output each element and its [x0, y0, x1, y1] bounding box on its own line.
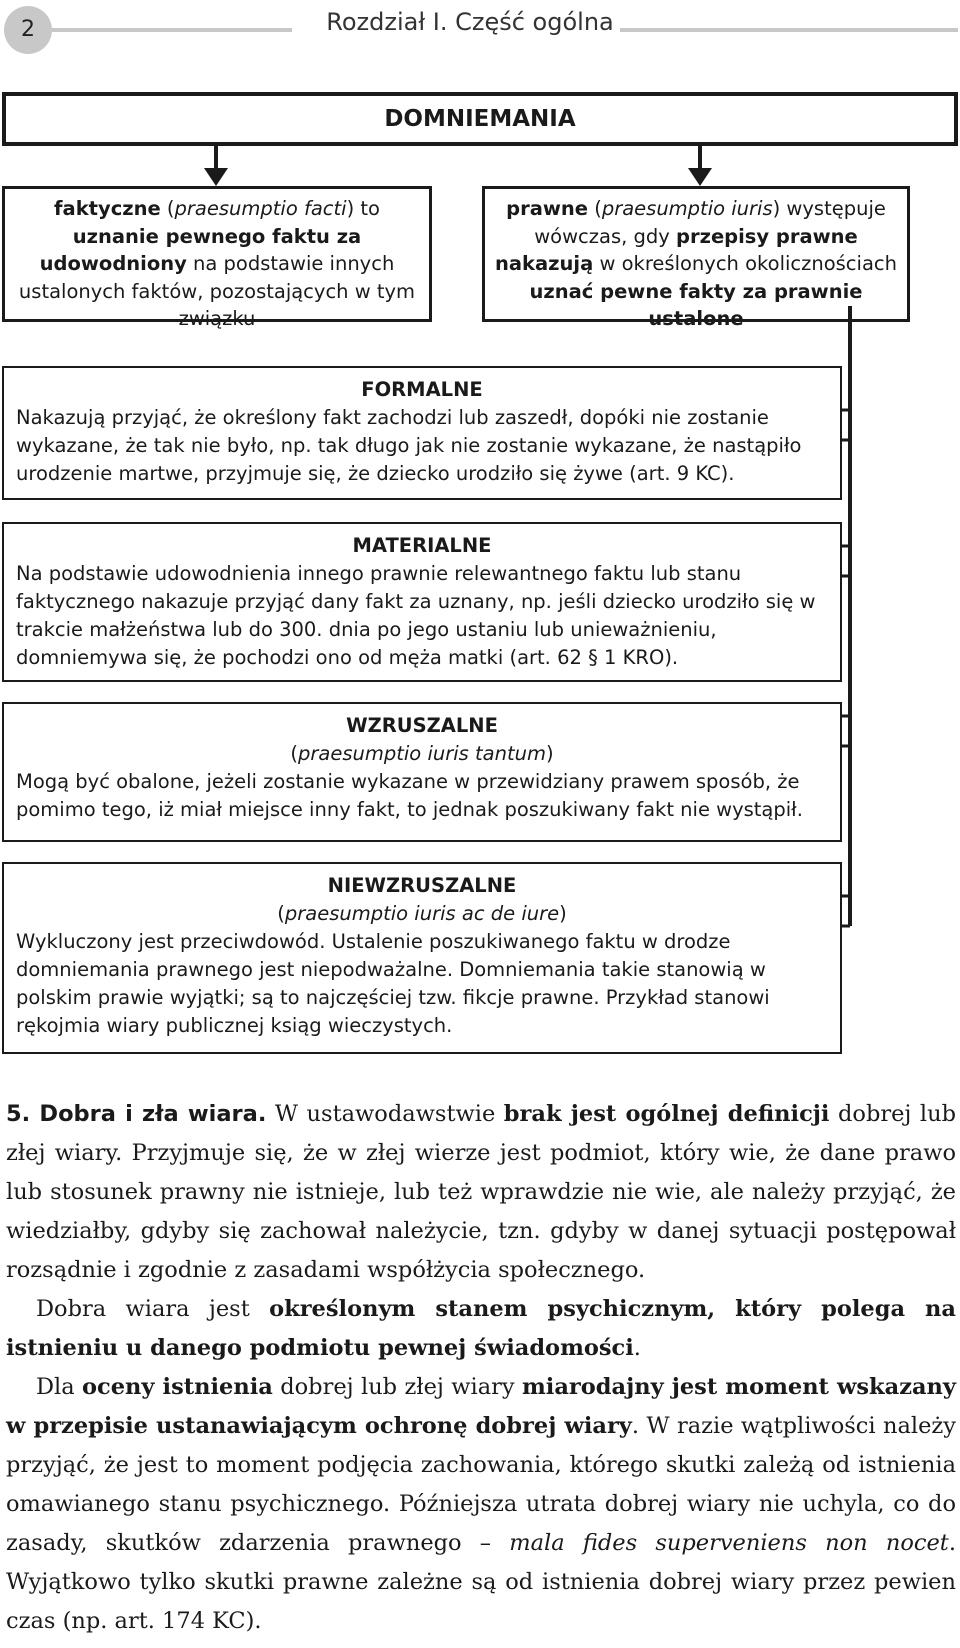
faktyczne-box: faktyczne (praesumptio facti) to uznanie pewnego faktu za udowodniony na podstawie innych ustalonych faktów, pozostających w tym związku	[2, 186, 432, 322]
prawne-latin: praesumptio iuris	[601, 197, 773, 220]
prawne-text-1: ) występuje wówczas, gdy	[534, 197, 886, 248]
prawne-box: prawne (praesumptio iuris) występuje wówczas, gdy przepisy prawne nakazują w określonych okolicznościach uznać pewne fakty za prawnie ustalone	[482, 186, 910, 322]
page-number: 2	[4, 6, 52, 54]
formalne-box	[2, 366, 842, 500]
wzruszalne-box	[2, 702, 842, 842]
p3-latin-maxim: mala fides superveniens non nocet	[509, 1530, 949, 1556]
faktyczne-text-1: ) to	[346, 197, 380, 220]
header-rule-left	[52, 28, 292, 32]
p1-text-c: dobrej lub złej wiary. Przyjmuje się, że w złej wierze jest podmiot, który wie, że dane prawo lub stosunek prawny nie istnieje, lub też wprawdzie nie wie, ale należy przyjąć, że wiedziałby, gdyby się zachował należycie, tzn. gdyby w danej sytuacji postępował rozsądnie i zgodnie z zasadami współżycia społecznego.	[6, 1101, 957, 1283]
niewzruszalne-latin: praesumptio iuris ac de iure	[284, 902, 560, 925]
materialne-box	[2, 522, 842, 682]
niewzruszalne-latin-line: (praesumptio iuris ac de iure)	[277, 902, 567, 925]
connector-left-arrowhead	[204, 168, 228, 186]
section-5-body	[6, 1095, 956, 1641]
section-5-paragraph-2	[6, 1290, 956, 1368]
prawne-term: prawne	[506, 197, 588, 220]
p3-text-a: Dla	[36, 1374, 83, 1400]
p3-text-g: . Wyjątkowo tylko skutki prawne zależne są od istnienia dobrej wiary przez pewien czas (np. art. 174 KC).	[6, 1530, 957, 1634]
header-rule-right	[620, 28, 958, 32]
wzruszalne-latin-line: (praesumptio iuris tantum)	[290, 742, 554, 765]
p2-text-a: Dobra wiara jest	[36, 1296, 270, 1322]
wzruszalne-text: Mogą być obalone, jeżeli zostanie wykazane w przewidziany prawem sposób, że pomimo tego, iż miał miejsce inny fakt, to jednak poszukiwany fakt nie wystąpił.	[16, 770, 803, 821]
p3-bold-1: oceny istnienia	[82, 1374, 273, 1400]
wzruszalne-latin: praesumptio iuris tantum	[298, 742, 546, 765]
faktyczne-bold-1: uznanie pewnego faktu za udowodniony	[39, 224, 362, 275]
faktyczne-latin: praesumptio facti	[174, 197, 347, 220]
prawne-bold-2: uznać pewne fakty za prawnie ustalone	[529, 279, 863, 330]
section-5-heading: 5. Dobra i zła wiara.	[6, 1101, 267, 1127]
faktyczne-term: faktyczne	[54, 197, 161, 220]
formalne-title: FORMALNE	[361, 378, 483, 401]
p2-text-c: .	[633, 1335, 641, 1361]
materialne-text: Na podstawie udowodnienia innego prawnie relewantnego faktu lub stanu faktycznego nakazuje przyjąć dany fakt za uznany, np. jeśli dziecko urodziło się w trakcie małżeństwa lub do 300. dnia po jego ustaniu lub unieważnieniu, domniemywa się, że pochodzi ono od męża matki (art. 62 § 1 KRO).	[16, 562, 816, 669]
p3-bold-2: miarodajny jest moment wskazany w przepisie ustanawiającym ochronę dobrej wiary	[6, 1374, 956, 1439]
diagram-root-box: DOMNIEMANIA	[2, 92, 958, 146]
section-5-paragraph-1	[6, 1095, 956, 1290]
p2-bold: określonym stanem psychicznym, który polega na istnieniu u danego podmiotu pewnej świadomości	[6, 1296, 956, 1361]
p1-text-a: W ustawodawstwie	[266, 1101, 504, 1127]
running-title: Rozdział I. Część ogólna	[326, 8, 614, 36]
connector-right-arrowhead	[688, 168, 712, 186]
prawne-text-2: w określonych okolicznościach	[593, 252, 897, 275]
p3-text-c: dobrej lub złej wiary	[272, 1374, 522, 1400]
root-connectors	[0, 140, 960, 190]
p1-bold: brak jest ogólnej definicji	[503, 1101, 830, 1127]
section-5-paragraph-3	[6, 1368, 956, 1641]
formalne-text: Nakazują przyjąć, że określony fakt zachodzi lub zaszedł, dopóki nie zostanie wykazane, że tak nie było, np. tak długo jak nie zostanie wykazane, że nastąpiło urodzenie martwe, przyjmuje się, że dziecko urodziło się żywe (art. 9 KC).	[16, 406, 802, 485]
faktyczne-text-2: na podstawie innych ustalonych faktów, pozostających w tym związku	[18, 252, 416, 330]
prawne-bold-1: przepisy prawne nakazują	[495, 224, 858, 275]
niewzruszalne-box	[2, 862, 842, 1054]
materialne-title: MATERIALNE	[352, 534, 492, 557]
wzruszalne-title: WZRUSZALNE	[346, 714, 498, 737]
p3-text-e: . W razie wątpliwości należy przyjąć, że jest to moment podjęcia zachowania, którego skutki zależą od istnienia omawianego stanu psychicznego. Późniejsza utrata dobrej wiary nie uchyla, co do zasady, skutków zdarzenia prawnego –	[6, 1413, 956, 1556]
niewzruszalne-title: NIEWZRUSZALNE	[327, 874, 517, 897]
niewzruszalne-text: Wykluczony jest przeciwdowód. Ustalenie poszukiwanego faktu w drodze domniemania prawnego jest niepodważalne. Domniemania takie stanowią w polskim prawie wyjątki; są to najczęściej tzw. fikcje prawne. Przykład stanowi rękojmia wiary publicznej ksiąg wieczystych.	[16, 930, 770, 1037]
